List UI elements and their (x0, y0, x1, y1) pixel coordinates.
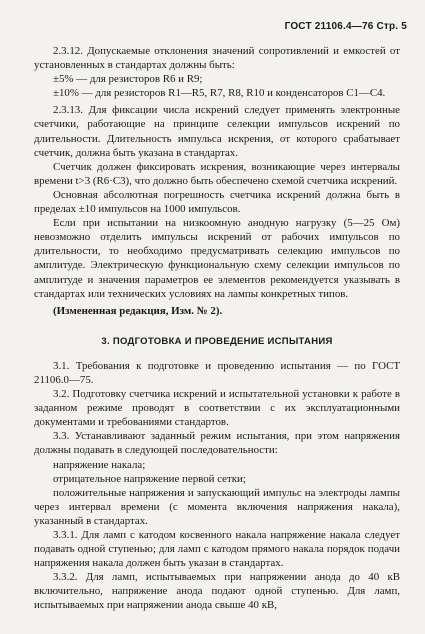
page-header: ГОСТ 21106.4—76 Стр. 5 (284, 21, 407, 32)
list-item-positive-voltages: положительные напряжения и запускающий импульс на электроды лампы через интервал времени (с момента включения напряжения накала), указанный в стандартах. (34, 486, 400, 527)
paragraph-3-3-2: 3.3.2. Для ламп, испытываемых при напряжении анода до 40 кВ включительно, напряжение анода подают одной ступенью. Для ламп, испытываемых при напряжении анода свыше 40 кВ, (34, 571, 400, 612)
section-title-3: 3. ПОДГОТОВКА И ПРОВЕДЕНИЕ ИСПЫТАНИЯ (101, 335, 333, 347)
tolerance-10-percent: ±10% — для резисторов R1—R5, R7, R8, R10 и конденсаторов C1—C4. (53, 87, 386, 100)
paragraph-3-3: 3.3. Устанавливают заданный режим испытания, при этом напряжения должны подавать в следующей последовательности: (34, 430, 400, 457)
revision-note: (Измененная редакция, Изм. № 2). (53, 304, 223, 317)
paragraph-2-3-12: 2.3.12. Допускаемые отклонения значений сопротивлений и емкостей от установленных в стандартах должны быть: (34, 45, 400, 72)
tolerance-5-percent: ±5% — для резисторов R6 и R9; (53, 73, 203, 86)
paragraph-3-2: 3.2. Подготовку счетчика искрений и испытательной установки к работе в заданном режиме проводят в соответствии с их эксплуатационными документами и требованиями стандартов. (34, 388, 400, 429)
paragraph-3-1: 3.1. Требования к подготовке и проведению испытания — по ГОСТ 21106.0—75. (34, 359, 400, 386)
paragraph-3-3-1: 3.3.1. Для ламп с катодом косвенного накала напряжение накала следует подавать одной ступенью; для ламп с катодом прямого накала порядок подачи напряжения накала должен быть указан в стандартах. (34, 529, 400, 570)
paragraph-counter-error: Основная абсолютная погрешность счетчика искрений должна быть в пределах ±10 импульсов на 1000 импульсов. (34, 188, 400, 216)
paragraph-amplitude-selection: Если при испытании на низкоомную анодную нагрузку (5—25 Ом) невозможно отделить импульсы искрений от рабочих импульсов по длительности, то необходимо предусматривать селекцию импульсов по амплитуде. Электрическую функциональную схему селекции импульсов по амплитуде и значения параметров ее элементов рекомендуется указывать в стандартах или технических условиях на лампы конкретных типов. (34, 217, 400, 300)
paragraph-counter-interval: Счетчик должен фиксировать искрения, возникающие через интервалы времени t>3 (R6·C3), что должно быть обеспечено схемой счетчика искрений. (34, 160, 400, 187)
document-body (34, 44, 400, 613)
list-item-filament: напряжение накала; (53, 458, 146, 471)
list-item-grid: отрицательное напряжение первой сетки; (53, 472, 246, 485)
paragraph-2-3-13: 2.3.13. Для фиксации числа искрений следует применять электронные счетчики, работающие на принципе селекции импульсов искрений по длительности. Длительность импульса искрения, от которого срабатывает счетчик, должна быть указана в стандартах. (34, 104, 400, 159)
